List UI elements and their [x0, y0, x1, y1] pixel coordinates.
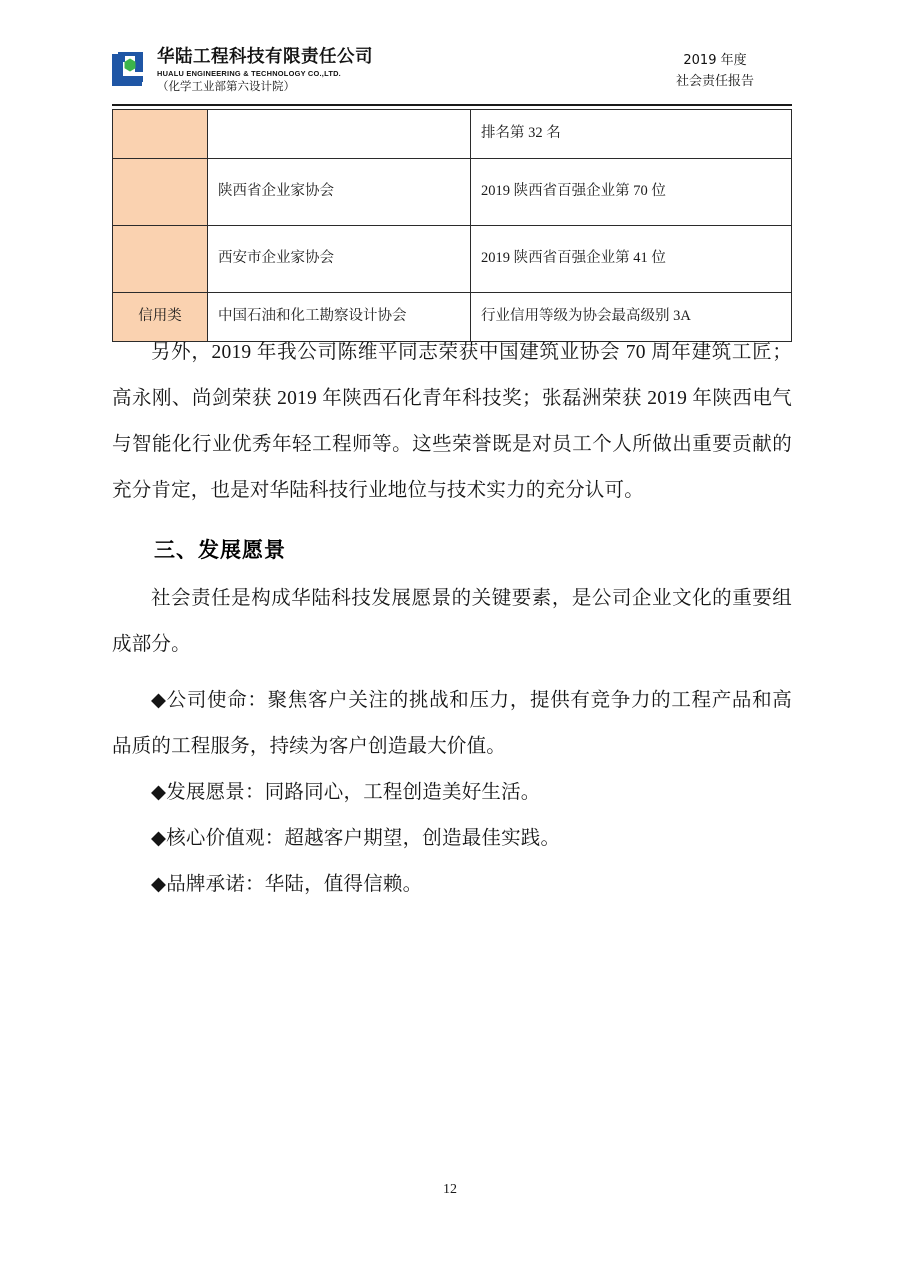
list-item: ◆品牌承诺：华陆，值得信赖。: [151, 874, 423, 895]
report-year: 2019 年度: [683, 53, 747, 68]
list-item: ◆核心价值观：超越客户期望，创造最佳实践。: [151, 828, 561, 849]
cell-description: 2019 陕西省百强企业第 41 位: [471, 226, 792, 293]
paragraph-awards: 另外，2019 年我公司陈维平同志荣获中国建筑业协会 70 周年建筑工匠；高永刚、尚剑荣获 2019 年陕西石化青年科技奖；张磊洲荣获 2019 年陕西电气与智能化行业优秀年轻工程师等。这些荣誉既是对员工个人所做出重要贡献的充分肯定，也是对华陆科技行业地位与技术实力的充分认可。: [112, 342, 792, 501]
paragraph-vision: 社会责任是构成华陆科技发展愿景的关键要素，是公司企业文化的重要组成部分。: [112, 588, 792, 655]
report-title-block: [676, 48, 792, 93]
company-name-block: [157, 48, 373, 92]
table-row: [113, 110, 792, 159]
vision-bullet-list: [112, 678, 792, 908]
cell-category: [113, 110, 208, 159]
list-item: ◆公司使命：聚焦客户关注的挑战和压力，提供有竞争力的工程产品和高品质的工程服务，持续为客户创造最大价值。: [112, 690, 792, 757]
cell-organization: 中国石油和化工勘察设计协会: [208, 293, 471, 342]
table-row: [113, 226, 792, 293]
cell-organization: 陕西省企业家协会: [208, 159, 471, 226]
cell-description: 行业信用等级为协会最高级别 3A: [471, 293, 792, 342]
page-number: 12: [443, 1182, 457, 1197]
report-title: 社会责任报告: [675, 74, 754, 90]
document-body: [112, 330, 792, 908]
hualu-logo-icon: [110, 50, 150, 90]
cell-category: [113, 226, 208, 293]
page-header: [110, 48, 792, 100]
company-name-cn: 华陆工程科技有限责任公司: [157, 47, 373, 67]
company-name-sub: （化学工业部第六设计院）: [157, 78, 295, 93]
table-row: [113, 159, 792, 226]
company-name-en: HUALU ENGINEERING & TECHNOLOGY CO.,LTD.: [157, 68, 341, 78]
company-branding: [110, 48, 373, 92]
cell-category: 信用类: [113, 293, 208, 342]
awards-table: [112, 109, 792, 342]
cell-organization: 西安市企业家协会: [208, 226, 471, 293]
cell-category: [113, 159, 208, 226]
section-heading-vision: 三、发展愿景: [154, 538, 286, 562]
cell-description: 2019 陕西省百强企业第 70 位: [471, 159, 792, 226]
cell-description: 排名第 32 名: [471, 110, 792, 159]
cell-organization: [208, 110, 471, 159]
list-item: ◆发展愿景：同路同心，工程创造美好生活。: [151, 782, 541, 803]
header-divider: [112, 104, 792, 106]
